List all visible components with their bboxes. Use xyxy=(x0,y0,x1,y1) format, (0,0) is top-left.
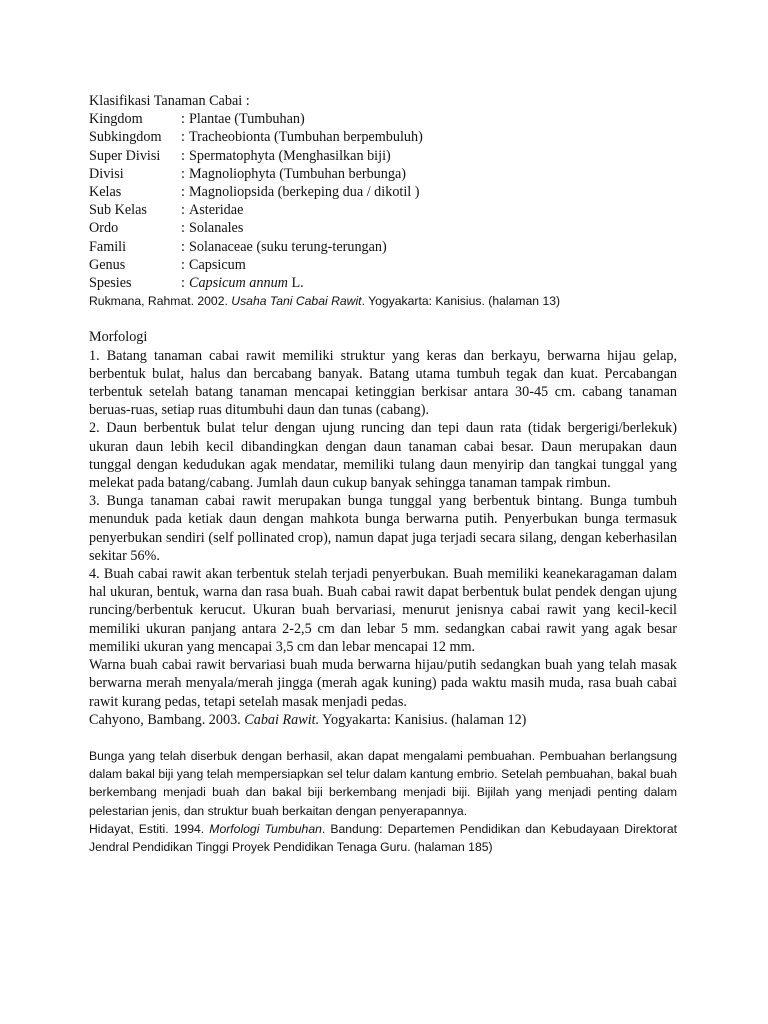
classification-value: Magnoliopsida (berkeping dua / dikotil ) xyxy=(189,184,420,201)
pembuahan-section xyxy=(89,747,677,856)
classification-colon: : xyxy=(181,111,185,128)
classification-colon: : xyxy=(181,220,185,237)
classification-row xyxy=(89,128,677,146)
species-suffix: L. xyxy=(287,275,304,292)
species-key: Spesies xyxy=(89,275,132,292)
classification-key: Famili xyxy=(89,238,127,255)
reference-rukmana xyxy=(89,292,677,310)
ref-cahyono-post: Yogyakarta: Kanisius. (halaman 12) xyxy=(319,711,527,728)
morfologi-paragraph-5: Warna buah cabai rawit bervariasi buah muda berwarna hijau/putih sedangkan buah yang telah masak berwarna merah menyala/merah jingga (merah agak kuning) pada waktu masih muda, rasa buah cabai rawit kurang pedas, tetapi setelah masak menjadi pedas. xyxy=(89,657,677,710)
classification-value: Asteridae xyxy=(189,202,244,219)
classification-value: Tracheobionta (Tumbuhan berpembuluh) xyxy=(189,129,423,146)
classification-row xyxy=(89,183,677,201)
morfologi-section xyxy=(89,328,677,728)
classification-row xyxy=(89,165,677,183)
classification-key: Kingdom xyxy=(89,111,143,128)
pembuahan-paragraph: Bunga yang telah diserbuk dengan berhasil, akan dapat mengalami pembuahan. Pembuahan berlangsung dalam bakal biji yang telah mempersiapkan sel telur dalam kantung embrio. Setelah pembuahan, bakal buah berkembang menjadi buah dan bakal biji berkembang menjadi biji. Bijilah yang menjadi penting dalam pelestarian jenis, dan struktur buah berkaitan dengan penyerapannya. xyxy=(89,748,677,818)
classification-colon: : xyxy=(181,238,185,255)
classification-key: Kelas xyxy=(89,184,122,201)
classification-value: Spermatophyta (Menghasilkan biji) xyxy=(189,147,391,164)
ref-cahyono-title: Cabai Rawit. xyxy=(244,711,320,728)
classification-row xyxy=(89,110,677,128)
ref-rukmana-title: Usaha Tani Cabai Rawit xyxy=(231,294,362,309)
ref-rukmana-post: . Yogyakarta: Kanisius. (halaman 13) xyxy=(361,294,561,309)
classification-value: Capsicum xyxy=(189,256,246,273)
classification-key: Sub Kelas xyxy=(89,202,147,219)
ref-cahyono-pre: Cahyono, Bambang. 2003. xyxy=(89,711,245,728)
ref-rukmana-pre: Rukmana, Rahmat. 2002. xyxy=(89,294,232,309)
reference-hidayat xyxy=(89,820,677,856)
morfologi-heading: Morfologi xyxy=(89,329,148,346)
morfologi-paragraph-2: 2. Daun berbentuk bulat telur dengan ujung runcing dan tepi daun rata (tidak bergerigi/berlekuk) ukuran daun lebih kecil dibandingkan dengan daun tanaman cabai besar. Daun merupakan daun tunggal dengan kedudukan agak mendatar, memiliki tulang daun menyirip dan tangkai tunggal yang melekat pada batang/cabang. Jumlah daun cukup banyak sehingga tanaman tampak rimbun. xyxy=(89,420,677,492)
ref-hidayat-post: . Bandung: Departemen Pendidikan dan Kebudayaan Direktorat Jendral Pendidikan Tinggi Proyek Pendidikan Tenaga Guru. (halaman 185) xyxy=(89,821,678,854)
classification-value: Solanales xyxy=(189,220,244,237)
classification-row xyxy=(89,238,677,256)
classification-colon: : xyxy=(181,165,185,182)
morfologi-paragraph-3: 3. Bunga tanaman cabai rawit merupakan bunga tunggal yang berbentuk bintang. Bunga tumbuh menunduk pada ketiak daun dengan mahkota bunga berwarna putih. Penyerbukan bunga termasuk penyerbukan sendiri (self pollinated crop), namun dapat juga terjadi secara silang, dengan keberhasilan sekitar 56%. xyxy=(89,493,677,564)
classification-heading: Klasifikasi Tanaman Cabai : xyxy=(89,93,250,109)
classification-value: Magnoliophyta (Tumbuhan berbunga) xyxy=(189,165,406,182)
morfologi-paragraph-4: 4. Buah cabai rawit akan terbentuk stelah terjadi penyerbukan. Buah memiliki keanekaragaman dalam hal ukuran, bentuk, warna dan rasa buah. Buah cabai rawit dapat berbentuk bulat pendek dengan ujung runcing/berbentuk kerucut. Ukuran buah bervariasi, menurut jenisnya cabai rawit yang kecil-kecil memiliki ukuran panjang antara 2-2,5 cm dan lebar 5 mm. sedangkan cabai rawit yang agak besar memiliki ukuran yang mencapai 3,5 cm dan lebar mencapai 12 mm. xyxy=(89,566,677,655)
classification-key: Divisi xyxy=(89,165,124,182)
classification-colon: : xyxy=(181,202,185,219)
classification-table xyxy=(89,110,677,274)
species-italic: Capsicum annum xyxy=(189,275,288,292)
species-value xyxy=(189,274,304,292)
species-colon: : xyxy=(181,275,185,292)
morfologi-paragraph-1: 1. Batang tanaman cabai rawit memiliki struktur yang keras dan berkayu, berwarna hijau gelap, berbentuk bulat, halus dan bercabang banyak. Batang utama tumbuh tegak dan kuat. Percabangan terbentuk setelah batang tanaman mencapai ketinggian berkisar antara 30-45 cm. cabang tanaman beruas-ruas, setiap ruas ditumbuhi daun dan tunas (cabang). xyxy=(89,347,677,419)
classification-row xyxy=(89,147,677,165)
classification-key: Ordo xyxy=(89,220,119,237)
classification-colon: : xyxy=(181,147,185,164)
reference-cahyono xyxy=(89,711,677,729)
classification-key: Super Divisi xyxy=(89,147,161,164)
classification-row-species xyxy=(89,274,677,292)
classification-key: Subkingdom xyxy=(89,129,162,146)
classification-row xyxy=(89,201,677,219)
classification-row xyxy=(89,219,677,237)
document-page xyxy=(89,92,677,856)
classification-colon: : xyxy=(181,129,185,146)
classification-value: Plantae (Tumbuhan) xyxy=(189,111,305,128)
classification-section xyxy=(89,92,677,292)
classification-value: Solanaceae (suku terung-terungan) xyxy=(189,238,387,255)
ref-hidayat-pre: Hidayat, Estiti. 1994. xyxy=(89,821,210,836)
classification-key: Genus xyxy=(89,256,126,273)
ref-hidayat-title: Morfologi Tumbuhan xyxy=(209,821,322,836)
classification-colon: : xyxy=(181,184,185,201)
classification-colon: : xyxy=(181,256,185,273)
classification-row xyxy=(89,256,677,274)
